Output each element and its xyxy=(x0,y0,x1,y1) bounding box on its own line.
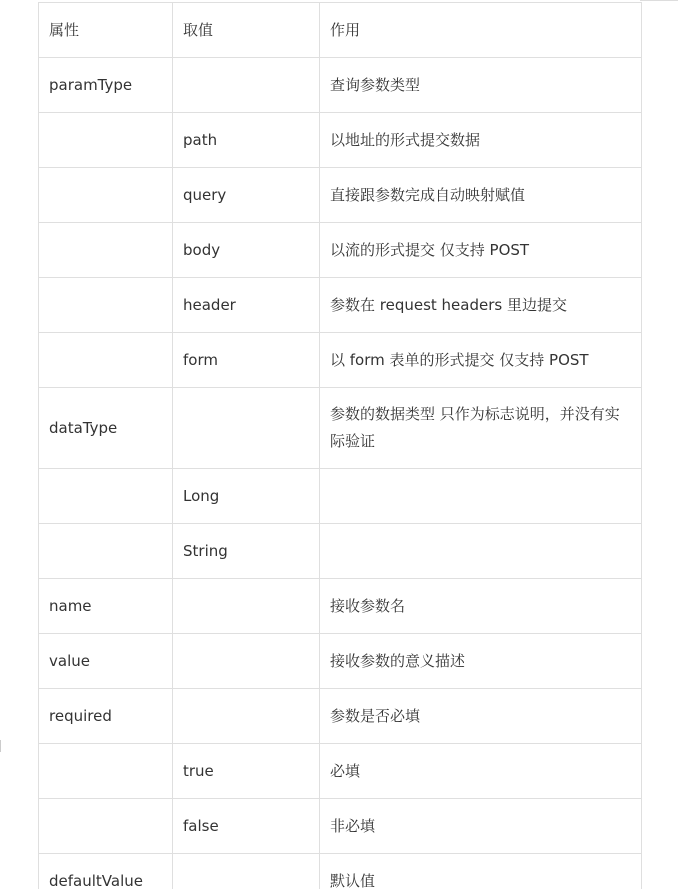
table-row xyxy=(39,388,642,469)
cell-attribute: paramType xyxy=(39,58,173,113)
header-cell-attribute: 属性 xyxy=(39,3,173,58)
cell-attribute: name xyxy=(39,579,173,634)
top-divider xyxy=(640,0,678,1)
cell-attribute xyxy=(39,333,173,388)
cell-purpose: 参数是否必填 xyxy=(320,689,642,744)
table-row xyxy=(39,333,642,388)
cell-attribute xyxy=(39,799,173,854)
header-cell-purpose: 作用 xyxy=(320,3,642,58)
cell-purpose: 默认值 xyxy=(320,854,642,889)
cell-value xyxy=(173,58,320,113)
cell-purpose: 接收参数名 xyxy=(320,579,642,634)
cell-attribute xyxy=(39,278,173,333)
cell-attribute xyxy=(39,223,173,278)
cell-purpose xyxy=(320,524,642,579)
table-row xyxy=(39,744,642,799)
cell-attribute xyxy=(39,524,173,579)
cell-value xyxy=(173,634,320,689)
cell-value: query xyxy=(173,168,320,223)
left-edge-mark xyxy=(0,740,1,752)
cell-value: true xyxy=(173,744,320,799)
table-row xyxy=(39,854,642,889)
cell-attribute xyxy=(39,168,173,223)
cell-purpose: 以 form 表单的形式提交 仅支持 POST xyxy=(320,333,642,388)
cell-value: header xyxy=(173,278,320,333)
cell-purpose xyxy=(320,469,642,524)
cell-purpose: 参数在 request headers 里边提交 xyxy=(320,278,642,333)
cell-value: form xyxy=(173,333,320,388)
cell-purpose: 以地址的形式提交数据 xyxy=(320,113,642,168)
table-row xyxy=(39,799,642,854)
cell-value xyxy=(173,689,320,744)
cell-purpose: 必填 xyxy=(320,744,642,799)
cell-purpose: 非必填 xyxy=(320,799,642,854)
table-row xyxy=(39,113,642,168)
cell-value: body xyxy=(173,223,320,278)
table-row xyxy=(39,634,642,689)
cell-purpose: 接收参数的意义描述 xyxy=(320,634,642,689)
cell-purpose: 直接跟参数完成自动映射赋值 xyxy=(320,168,642,223)
table-row xyxy=(39,223,642,278)
table-row xyxy=(39,689,642,744)
cell-attribute: dataType xyxy=(39,388,173,469)
cell-value: path xyxy=(173,113,320,168)
cell-attribute: defaultValue xyxy=(39,854,173,889)
cell-attribute xyxy=(39,744,173,799)
cell-value: false xyxy=(173,799,320,854)
table-row xyxy=(39,524,642,579)
table-row xyxy=(39,579,642,634)
cell-value: String xyxy=(173,524,320,579)
cell-attribute: value xyxy=(39,634,173,689)
header-cell-value: 取值 xyxy=(173,3,320,58)
cell-attribute: required xyxy=(39,689,173,744)
cell-value: Long xyxy=(173,469,320,524)
cell-value xyxy=(173,579,320,634)
cell-purpose: 查询参数类型 xyxy=(320,58,642,113)
cell-purpose: 以流的形式提交 仅支持 POST xyxy=(320,223,642,278)
cell-value xyxy=(173,854,320,889)
parameter-table xyxy=(38,2,642,889)
table-row xyxy=(39,469,642,524)
cell-attribute xyxy=(39,469,173,524)
table-row xyxy=(39,58,642,113)
table-row xyxy=(39,168,642,223)
cell-attribute xyxy=(39,113,173,168)
table-row xyxy=(39,278,642,333)
cell-purpose: 参数的数据类型 只作为标志说明，并没有实际验证 xyxy=(320,388,642,469)
table-header-row xyxy=(39,3,642,58)
cell-value xyxy=(173,388,320,469)
